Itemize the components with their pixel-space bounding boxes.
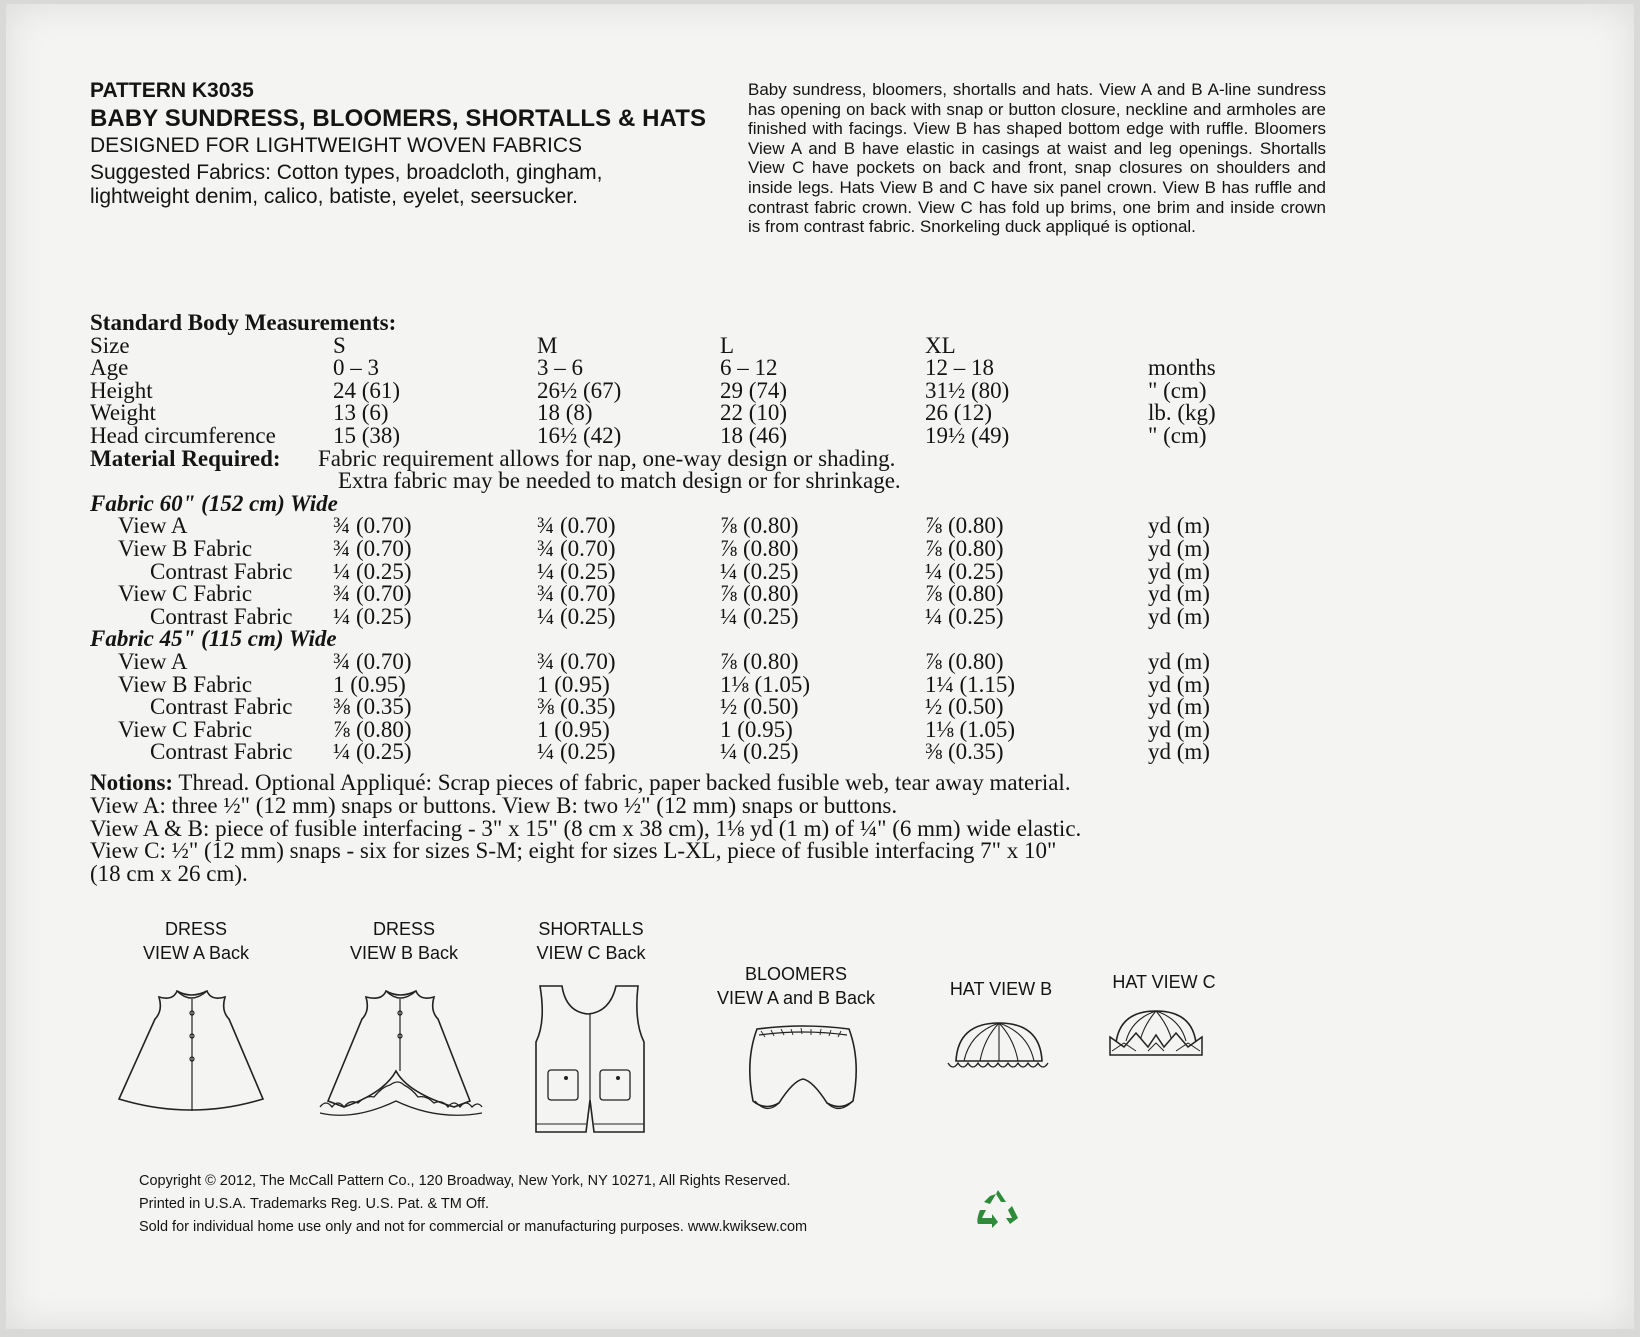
cell-s: ¼ (0.25) xyxy=(333,739,412,765)
notions-line-5: (18 cm x 26 cm). xyxy=(90,861,248,887)
row-label: View C Fabric xyxy=(118,581,253,607)
cell-m: 1 (0.95) xyxy=(537,671,610,697)
cell-xl: ⅞ (0.80) xyxy=(925,535,1004,561)
cell-m: ⅜ (0.35) xyxy=(537,694,616,720)
cell-xl: ¼ (0.25) xyxy=(925,558,1004,584)
cell-s: 13 (6) xyxy=(333,400,389,426)
cell-m: ¼ (0.25) xyxy=(537,739,616,765)
hat-view-c-drawing xyxy=(1106,1007,1206,1067)
material-label: Material Required: xyxy=(90,445,281,471)
cell-xl: 12 – 18 xyxy=(925,355,994,381)
cell-l: 29 (74) xyxy=(720,377,788,403)
cell-l: ⅞ (0.80) xyxy=(720,648,799,674)
row-label: Weight xyxy=(90,400,156,426)
pattern-description: Baby sundress, bloomers, shortalls and hats. View A and B A-line sundress has opening on back with snap or button closure, neckline and armholes are finished with facings. View B has shaped bottom edge with ruffle. Bloomers View A and B have elastic in casings at waist and leg openings. Shortalls View C have pockets on back and front, snap closures on shoulders and inside legs. Hats View B and C have six panel crown. View B has ruffle and contrast fabric crown. View C has fold up brims, one brim and inside crown is from contrast fabric. Snorkeling duck appliqué is optional. xyxy=(748,80,1326,237)
cell-m: ¾ (0.70) xyxy=(537,535,616,561)
hat-view-b-drawing xyxy=(944,1019,1054,1079)
cell-l: ¼ (0.25) xyxy=(720,603,799,629)
cell-xl: XL xyxy=(925,332,956,358)
shortalls-view-c-drawing xyxy=(526,982,656,1142)
cell-xl: ⅞ (0.80) xyxy=(925,581,1004,607)
cell-l: ⅞ (0.80) xyxy=(720,513,799,539)
row-label: View C Fabric xyxy=(118,716,253,742)
cell-xl: ½ (0.50) xyxy=(925,694,1004,720)
row-label: View A xyxy=(118,513,188,539)
row-label: Contrast Fabric xyxy=(150,558,293,584)
cell-m: M xyxy=(537,332,558,358)
view-label-hat-c: HAT VIEW C xyxy=(1112,972,1216,992)
row-label: Size xyxy=(90,332,130,358)
cell-l: 22 (10) xyxy=(720,400,788,426)
cell-unit: yd (m) xyxy=(1148,694,1210,720)
cell-xl: 19½ (49) xyxy=(925,422,1010,448)
notions-line-1: Thread. Optional Appliqué: Scrap pieces of fabric, paper backed fusible web, tear away material. xyxy=(178,770,1071,795)
notions-line-2: View A: three ½" (12 mm) snaps or buttons. View B: two ½" (12 mm) snaps or buttons. xyxy=(90,792,898,818)
cell-xl: ⅞ (0.80) xyxy=(925,513,1004,539)
cell-s: ⅜ (0.35) xyxy=(333,694,412,720)
cell-s: 24 (61) xyxy=(333,377,401,403)
cell-s: 1 (0.95) xyxy=(333,671,406,697)
cell-s: ¼ (0.25) xyxy=(333,603,412,629)
designed-for: DESIGNED FOR LIGHTWEIGHT WOVEN FABRICS xyxy=(90,134,582,157)
cell-l: 6 – 12 xyxy=(720,355,778,381)
cell-l: ¼ (0.25) xyxy=(720,739,799,765)
suggested-fabrics-line-2: lightweight denim, calico, batiste, eyelet, seersucker. xyxy=(90,185,578,208)
measurements-heading: Standard Body Measurements: xyxy=(90,310,397,335)
fabric-45-heading: Fabric 45" (115 cm) Wide xyxy=(90,626,337,652)
cell-l: ¼ (0.25) xyxy=(720,558,799,584)
row-label: Age xyxy=(90,355,129,381)
copyright-block xyxy=(139,1170,807,1239)
fabric-60-heading: Fabric 60" (152 cm) Wide xyxy=(90,490,338,516)
suggested-fabrics-line-1: Suggested Fabrics: Cotton types, broadcloth, gingham, xyxy=(90,161,603,184)
cell-unit: yd (m) xyxy=(1148,581,1210,607)
material-line-1: Fabric requirement allows for nap, one-way design or shading. xyxy=(318,445,896,471)
cell-l: ⅞ (0.80) xyxy=(720,581,799,607)
cell-s: 0 – 3 xyxy=(333,355,379,381)
view-label-dress-b: DRESS VIEW B Back xyxy=(349,919,459,963)
cell-m: ¾ (0.70) xyxy=(537,513,616,539)
row-label: View A xyxy=(118,648,188,674)
cell-unit: yd (m) xyxy=(1148,739,1210,765)
cell-l: 18 (46) xyxy=(720,422,788,448)
copyright-line-1: Copyright © 2012, The McCall Pattern Co., 120 Broadway, New York, NY 10271, All Rights Reserved. xyxy=(139,1173,791,1189)
pattern-envelope-back xyxy=(6,4,1634,1329)
dress-view-b-drawing xyxy=(314,989,484,1124)
view-label-shortalls-c: SHORTALLS VIEW C Back xyxy=(536,919,646,963)
notions-line-3: View A & B: piece of fusible interfacing - 3" x 15" (8 cm x 38 cm), 1⅛ yd (1 m) of ¼" (6 mm) wide elastic. xyxy=(90,815,1082,841)
row-label: Contrast Fabric xyxy=(150,739,293,765)
cell-l: L xyxy=(720,332,735,358)
material-line-2: Extra fabric may be needed to match design or for shrinkage. xyxy=(338,468,901,494)
row-label: Head circumference xyxy=(90,422,276,448)
cell-unit: yd (m) xyxy=(1148,558,1210,584)
cell-xl: 26 (12) xyxy=(925,400,993,426)
view-label-dress-a: DRESS VIEW A Back xyxy=(142,919,250,963)
cell-xl: 1⅛ (1.05) xyxy=(925,716,1016,742)
row-label: Height xyxy=(90,377,153,403)
cell-m: ¼ (0.25) xyxy=(537,603,616,629)
cell-s: ¾ (0.70) xyxy=(333,581,412,607)
cell-unit: yd (m) xyxy=(1148,671,1210,697)
copyright-line-2: Printed in U.S.A. Trademarks Reg. U.S. Pat. & TM Off. xyxy=(139,1196,490,1212)
header-block xyxy=(90,78,740,209)
cell-m: ¼ (0.25) xyxy=(537,558,616,584)
view-label-hat-b: HAT VIEW B xyxy=(949,979,1053,999)
cell-m: 3 – 6 xyxy=(537,355,583,381)
cell-s: 15 (38) xyxy=(333,422,401,448)
cell-m: 16½ (42) xyxy=(537,422,622,448)
cell-xl: 1¼ (1.15) xyxy=(925,671,1016,697)
cell-unit: " (cm) xyxy=(1148,377,1207,403)
cell-xl: ⅜ (0.35) xyxy=(925,739,1004,765)
cell-unit: " (cm) xyxy=(1148,422,1207,448)
cell-unit: yd (m) xyxy=(1148,535,1210,561)
notions-line-4: View C: ½" (12 mm) snaps - six for sizes S-M; eight for sizes L-XL, piece of fusible interfacing 7" x 10" xyxy=(90,838,1057,864)
row-label: Contrast Fabric xyxy=(150,603,293,629)
cell-l: 1⅛ (1.05) xyxy=(720,671,811,697)
view-label-bloomers: BLOOMERS VIEW A and B Back xyxy=(716,964,876,1008)
row-label: Contrast Fabric xyxy=(150,694,293,720)
cell-unit: months xyxy=(1148,355,1216,381)
cell-xl: ⅞ (0.80) xyxy=(925,648,1004,674)
dress-view-a-drawing xyxy=(111,989,271,1124)
copyright-line-3: Sold for individual home use only and not for commercial or manufacturing purposes. www.kwiksew.com xyxy=(139,1219,808,1235)
notions-block xyxy=(90,772,1270,886)
cell-l: 1 (0.95) xyxy=(720,716,793,742)
recycle-icon xyxy=(976,1188,1020,1230)
cell-unit: yd (m) xyxy=(1148,603,1210,629)
cell-s: ¼ (0.25) xyxy=(333,558,412,584)
cell-l: ½ (0.50) xyxy=(720,694,799,720)
cell-s: ¾ (0.70) xyxy=(333,535,412,561)
row-label: View B Fabric xyxy=(118,535,253,561)
cell-m: ¾ (0.70) xyxy=(537,648,616,674)
cell-unit: yd (m) xyxy=(1148,716,1210,742)
row-label: View B Fabric xyxy=(118,671,253,697)
cell-unit: lb. (kg) xyxy=(1148,400,1216,426)
cell-m: 18 (8) xyxy=(537,400,593,426)
notions-label: Notions: xyxy=(90,770,174,795)
cell-unit: yd (m) xyxy=(1148,648,1210,674)
cell-l: ⅞ (0.80) xyxy=(720,535,799,561)
cell-m: ¾ (0.70) xyxy=(537,581,616,607)
cell-s: ¾ (0.70) xyxy=(333,513,412,539)
cell-s: ⅞ (0.80) xyxy=(333,716,412,742)
cell-m: 1 (0.95) xyxy=(537,716,610,742)
pattern-number: PATTERN K3035 xyxy=(90,79,254,102)
cell-xl: 31½ (80) xyxy=(925,377,1010,403)
cell-m: 26½ (67) xyxy=(537,377,622,403)
bloomers-drawing xyxy=(743,1021,863,1121)
cell-unit: yd (m) xyxy=(1148,513,1210,539)
cell-s: ¾ (0.70) xyxy=(333,648,412,674)
cell-xl: ¼ (0.25) xyxy=(925,603,1004,629)
cell-s: S xyxy=(333,332,346,358)
pattern-title: BABY SUNDRESS, BLOOMERS, SHORTALLS & HATS xyxy=(90,105,707,132)
